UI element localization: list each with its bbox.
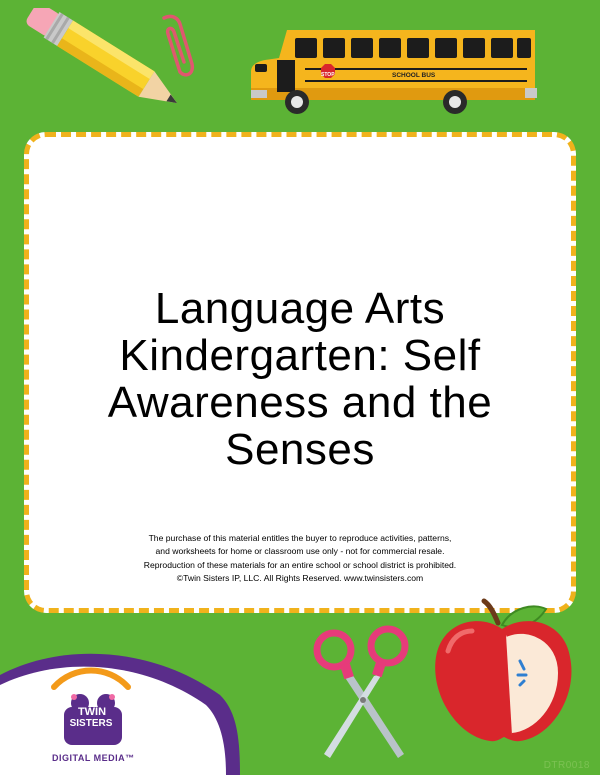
legal-line: ©Twin Sisters IP, LLC. All Rights Reserved. www.twinsisters.com (176, 573, 424, 584)
legal-line: and worksheets for home or classroom use only - not for commercial resale. (155, 546, 445, 557)
legal-notice (60, 532, 540, 586)
product-code: DTR0018 (543, 760, 590, 771)
brand-twin: TWIN (77, 706, 107, 718)
apple-icon (428, 595, 578, 745)
scissors-icon (308, 620, 418, 760)
cover-title (40, 285, 560, 473)
title-line: Kindergarten: Self (119, 331, 481, 380)
title-line: Senses (225, 425, 375, 474)
brand-digital-media: DIGITAL MEDIA™ (52, 753, 135, 763)
bus-label: SCHOOL BUS (392, 72, 436, 79)
title-line: Language Arts (154, 284, 446, 333)
paperclip-icon (150, 12, 200, 82)
title-line: Awareness and the (107, 378, 493, 427)
legal-line: The purchase of this material entitles the buyer to reproduce activities, patterns, (148, 533, 452, 543)
brand-sisters: SISTERS (69, 718, 113, 729)
school-bus-icon (245, 22, 545, 120)
stop-sign-label: STOP (321, 72, 335, 78)
legal-line: Reproduction of these materials for an entire school or school district is prohibited. (143, 559, 457, 570)
